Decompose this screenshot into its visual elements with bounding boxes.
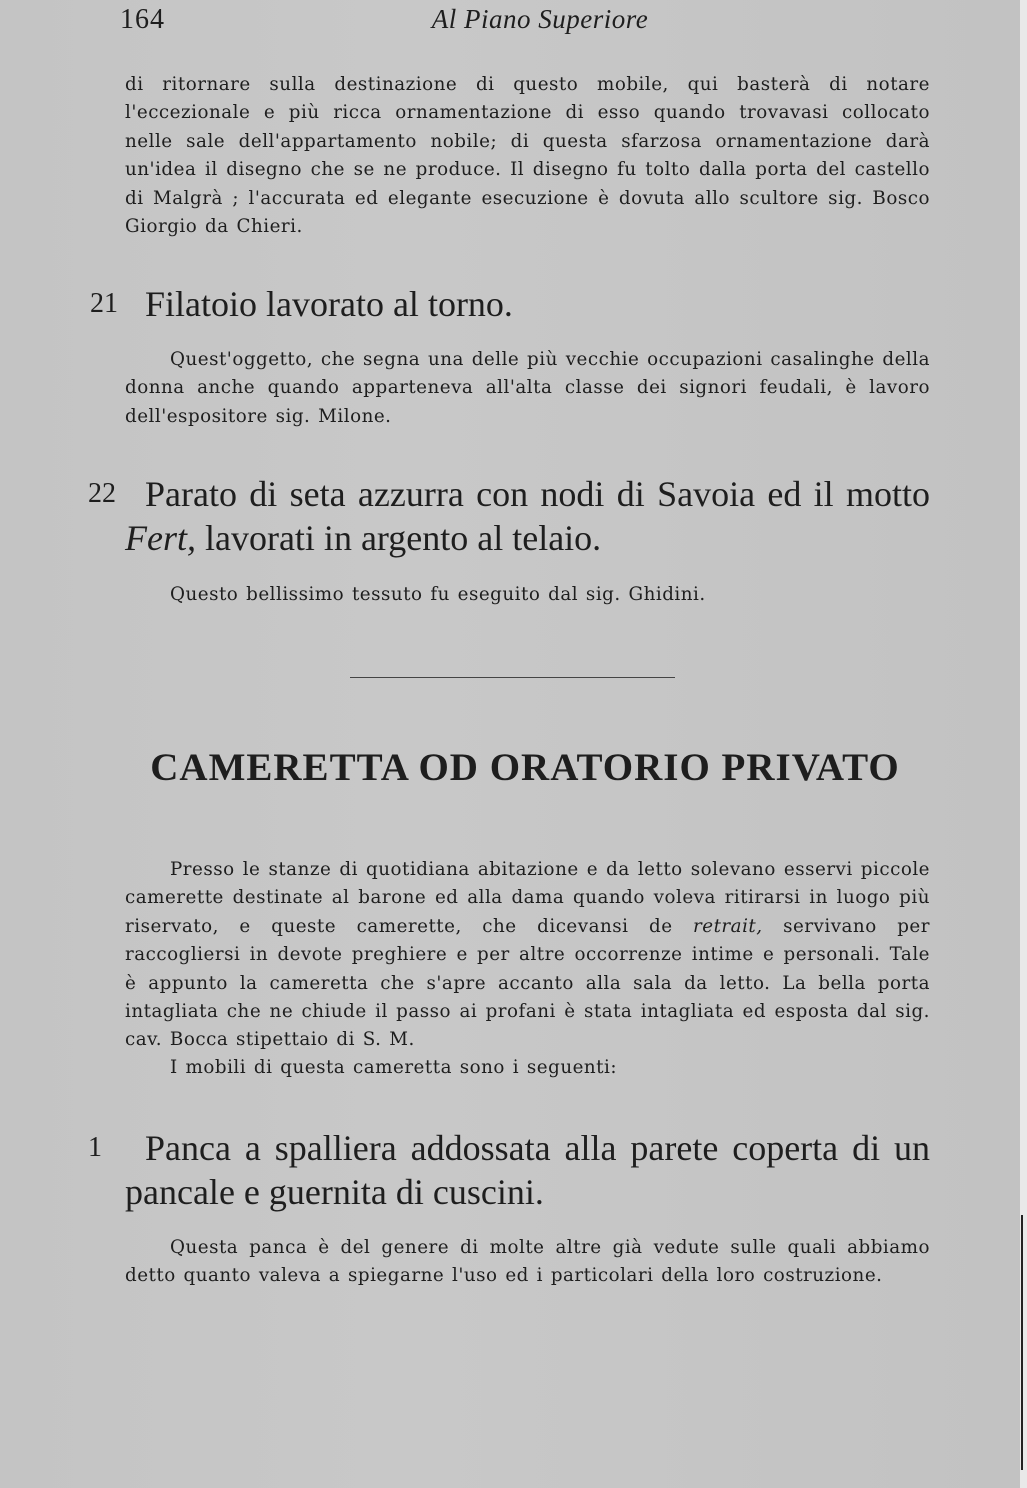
page-edge-line bbox=[1021, 1215, 1023, 1470]
page-number: 164 bbox=[120, 4, 165, 35]
section-paragraph-term: retrait, bbox=[693, 915, 763, 937]
running-title: Al Piano Superiore bbox=[431, 4, 649, 34]
section-heading: CAMERETTA OD ORATORIO PRIVATO bbox=[150, 746, 900, 789]
section-paragraph-part1: Presso le stanze di quotidiana abitazione e da letto solevano esservi piccole camerette destinate al barone ed alla dama quando voleva ritirarsi in luogo più riservato, e queste camerette, che dicevansi de bbox=[125, 859, 930, 937]
entry-title-21: Filatoio lavorato al torno. bbox=[145, 284, 513, 324]
entry-title-22-motto: Fert, bbox=[125, 518, 196, 558]
entry-title-22 bbox=[125, 472, 930, 560]
entry-title-22-part2: lavorati in argento al telaio. bbox=[195, 518, 602, 558]
list-intro: I mobili di questa cameretta sono i seguenti: bbox=[170, 1057, 618, 1078]
page-header bbox=[120, 4, 930, 44]
entry-title-22-part1: Parato di seta azzurra con nodi di Savoia ed il motto bbox=[145, 474, 930, 514]
entry-number-22: 22 bbox=[88, 478, 116, 509]
section-divider bbox=[350, 677, 675, 678]
entry-description-22: Questo bellissimo tessuto fu eseguito dal sig. Ghidini. bbox=[170, 584, 706, 605]
entry-title-1: Panca a spalliera addossata alla parete coperta di un pancale e guernita di cuscini. bbox=[125, 1128, 930, 1212]
entry-number-1: 1 bbox=[88, 1132, 102, 1163]
entry-number-21: 21 bbox=[90, 288, 118, 319]
section-paragraph-part2: servivano per raccogliersi in devote preghiere e per altre occorrenze intime e personali. Tale è appunto la cameretta che s'apre accanto alla sala da letto. La bella porta intagliata che ne chiude il passo ai profani è stata intagliata ed esposta dal sig. cav. Bocca stipettaio di S. M. bbox=[125, 915, 930, 1051]
intro-paragraph: di ritornare sulla destinazione di questo mobile, qui basterà di notare l'eccezionale e più ricca ornamentazione di esso quando trovavasi collocato nelle sale dell'appartamento nobile; di questa sfarzosa ornamentazione darà un'idea il disegno che se ne produce. Il disegno fu tolto dalla porta del castello di Malgrà ; l'accurata ed elegante esecuzione è dovuta allo scultore sig. Bosco Giorgio da Chieri. bbox=[125, 74, 930, 238]
entry-description-1: Questa panca è del genere di molte altre già vedute sulle quali abbiamo detto quanto valeva a spiegarne l'uso ed i particolari della loro costruzione. bbox=[125, 1237, 930, 1287]
section-paragraph bbox=[125, 856, 930, 1055]
entry-description-21: Quest'oggetto, che segna una delle più vecchie occupazioni casalinghe della donna anche quando apparteneva all'alta classe dei signori feudali, è lavoro dell'espositore sig. Milone. bbox=[125, 349, 930, 427]
